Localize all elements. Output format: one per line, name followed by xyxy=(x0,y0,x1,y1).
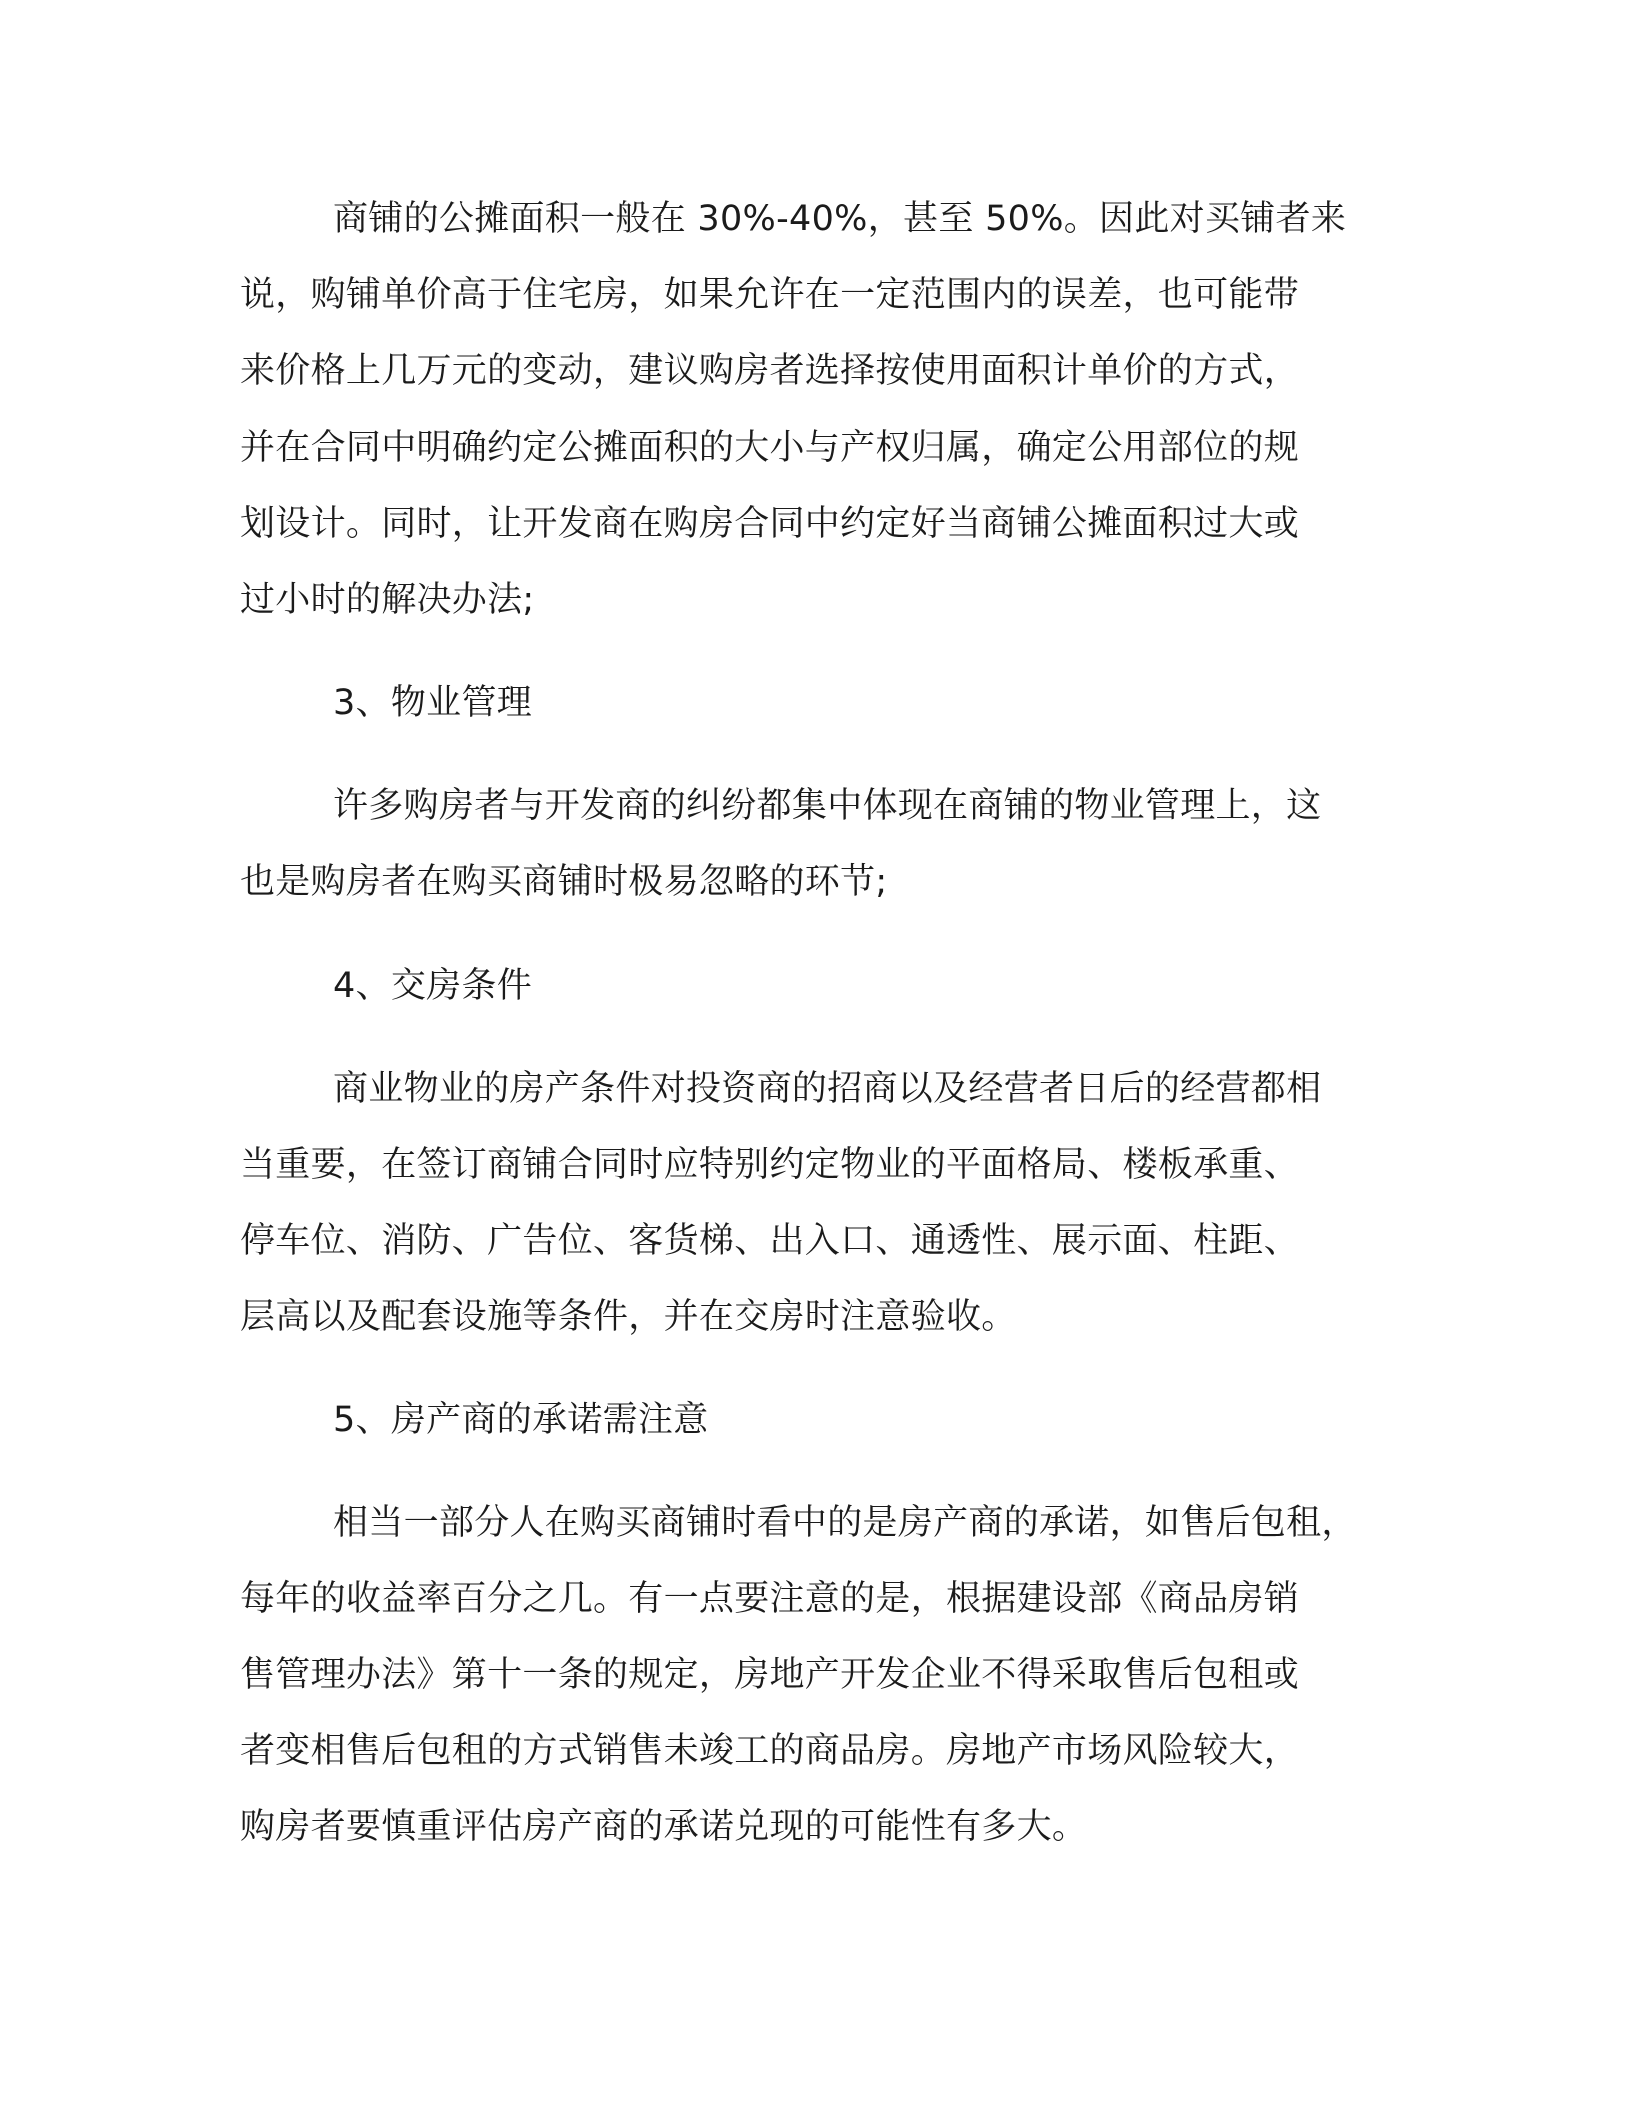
paragraph-shared-area-line-4: 并在合同中明确约定公摊面积的大小与产权归属，确定公用部位的规 xyxy=(240,428,1300,468)
section-heading-property-management: 3、物业管理 xyxy=(333,683,533,723)
paragraph-shared-area-line-1: 商铺的公摊面积一般在 30%-40%，甚至 50%。因此对买铺者来 xyxy=(333,199,1347,239)
paragraph-promises-line-4: 者变相售后包租的方式销售未竣工的商品房。房地产市场风险较大， xyxy=(240,1731,1300,1771)
section-heading-developer-promises: 5、房产商的承诺需注意 xyxy=(333,1400,709,1440)
paragraph-handover-line-4: 层高以及配套设施等条件，并在交房时注意验收。 xyxy=(240,1297,1017,1337)
paragraph-shared-area-line-5: 划设计。同时，让开发商在购房合同中约定好当商铺公摊面积过大或 xyxy=(240,504,1300,544)
paragraph-promises-line-5: 购房者要慎重评估房产商的承诺兑现的可能性有多大。 xyxy=(240,1807,1088,1847)
paragraph-property-management-line-1: 许多购房者与开发商的纠纷都集中体现在商铺的物业管理上，这 xyxy=(333,786,1322,826)
paragraph-handover-line-3: 停车位、消防、广告位、客货梯、出入口、通透性、展示面、柱距、 xyxy=(240,1221,1300,1261)
section-heading-handover-conditions: 4、交房条件 xyxy=(333,966,533,1006)
paragraph-shared-area-line-3: 来价格上几万元的变动，建议购房者选择按使用面积计单价的方式， xyxy=(240,351,1300,391)
paragraph-shared-area-line-6: 过小时的解决办法; xyxy=(240,580,535,620)
paragraph-promises-line-3: 售管理办法》第十一条的规定，房地产开发企业不得采取售后包租或 xyxy=(240,1655,1300,1695)
paragraph-handover-line-1: 商业物业的房产条件对投资商的招商以及经营者日后的经营都相 xyxy=(333,1069,1322,1109)
paragraph-shared-area-line-2: 说，购铺单价高于住宅房，如果允许在一定范围内的误差，也可能带 xyxy=(240,275,1300,315)
paragraph-promises-line-1: 相当一部分人在购买商铺时看中的是房产商的承诺，如售后包租， xyxy=(333,1503,1357,1543)
paragraph-handover-line-2: 当重要，在签订商铺合同时应特别约定物业的平面格局、楼板承重、 xyxy=(240,1145,1300,1185)
paragraph-property-management-line-2: 也是购房者在购买商铺时极易忽略的环节; xyxy=(240,862,888,902)
paragraph-promises-line-2: 每年的收益率百分之几。有一点要注意的是，根据建设部《商品房销 xyxy=(240,1579,1300,1619)
